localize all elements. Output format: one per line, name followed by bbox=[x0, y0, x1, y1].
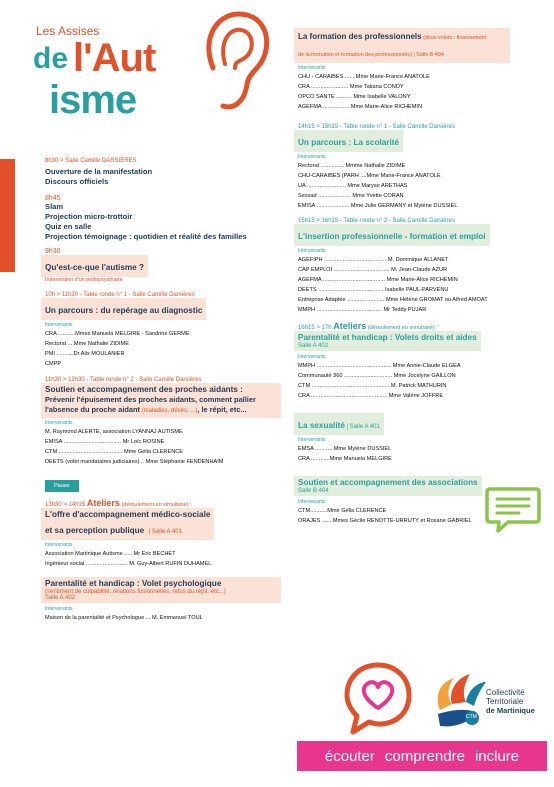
i-row: Entreprise Adaptée ........................ Mme Hélène GROMAT ou Alfred AMOAT bbox=[298, 297, 488, 303]
logo-text-2: Territoriale bbox=[486, 697, 524, 706]
logo-line-2a: de bbox=[33, 42, 69, 75]
pause-wrap bbox=[45, 474, 285, 492]
tr2-line3c: , le répit, etc... bbox=[197, 405, 247, 414]
at1-title2: et sa perception publique bbox=[45, 526, 145, 535]
slogan-word: inclure bbox=[474, 747, 520, 765]
s-row: Sessad ..................... Mme Yvette CORAN bbox=[298, 193, 404, 199]
ctm-logo-text bbox=[486, 688, 535, 715]
sa-interv: Intervenants bbox=[298, 499, 326, 505]
x-row: CRA ............Mme Manuela MELGIRE bbox=[298, 456, 392, 462]
at-time: 13h30 > 14h15 bbox=[45, 502, 86, 508]
a-row: CTM .................................................. M. Patrick MATHURIN bbox=[298, 383, 447, 389]
sa-row: CTM...........Mme Gélia CLERENCE bbox=[298, 508, 387, 514]
tr1-interv: Intervenants bbox=[45, 322, 73, 328]
opening-time: 8h30 > Salle Camille DARSIÈRES bbox=[45, 158, 137, 164]
sa-title-box bbox=[294, 476, 482, 496]
at2-sub: (sentiment de culpabilité, relations fusionnelles, refus du répit, etc...) bbox=[45, 589, 226, 595]
s-title-box bbox=[294, 130, 403, 152]
f-note2: de la formation et formation des professionnels) bbox=[298, 52, 412, 58]
logo-line-3: isme bbox=[49, 78, 137, 122]
at1-row: Ingénieur social ........................... M. Guy-Albert RUFIN DUHAMEL bbox=[45, 561, 212, 567]
chat-bubble-icon bbox=[484, 485, 542, 535]
a-header bbox=[298, 321, 548, 331]
i-row: AGEFIPH ........................................ M. Dominique ALLANET bbox=[298, 257, 449, 263]
i-title-box bbox=[294, 224, 490, 246]
opening-line1: Ouverture de la manifestation bbox=[45, 167, 153, 176]
q-title-box bbox=[41, 255, 148, 277]
at1-row: Association Martinique Autisme ..... Mr Eric BECHET bbox=[45, 551, 176, 557]
at2-title: Parentalité et handicap : Volet psychologique bbox=[45, 579, 222, 588]
tr2-line3b: (maladies, décès, ...) bbox=[140, 408, 198, 414]
f-row: AGEFMA ................. Mme Marie-Alice RICHEMIN bbox=[298, 104, 423, 110]
logo-line-1: Les Assises bbox=[36, 24, 100, 38]
i-row: CAP EMPLOI .................................... M. Jean-Claude AZUR bbox=[298, 267, 448, 273]
a-row: MMPH ................................................ Mme Annie-Claude ELGEA bbox=[298, 363, 461, 369]
s-row: UA ......................... Mme Maryse ARETHAS bbox=[298, 183, 408, 189]
a-title-box bbox=[294, 331, 481, 351]
tr2-row: CTM ......................................... Mme Gélia CLERENCE bbox=[45, 449, 184, 455]
tr2-line2: Prévenir l'épuisement des proches aidants, comment pallier bbox=[45, 395, 256, 404]
ear-icon bbox=[195, 8, 275, 118]
q-time: 9h30 bbox=[45, 248, 61, 255]
slam-line: Projection micro-trottoir bbox=[45, 212, 133, 221]
tr2-title-box bbox=[41, 383, 281, 418]
s-row: EMISA ..................... Mme Julie GERMANY et Mylène DUSSIEL bbox=[298, 203, 458, 209]
tr2-row: DEETS (volet mandataires judiciaires) .. Mme Stéphanie FENDENHAIM bbox=[45, 459, 224, 465]
f-title-line bbox=[298, 30, 506, 43]
s-title: Un parcours : La scolarité bbox=[298, 138, 400, 147]
ctm-logo-ctm: CTM bbox=[466, 714, 477, 720]
at2-interv: Intervenants bbox=[45, 606, 73, 612]
x-title-box: La sexualité | Salle A 401 bbox=[294, 413, 384, 435]
tr1-row: CMPP bbox=[45, 361, 62, 367]
at1-title-box bbox=[41, 508, 214, 540]
f-interv: Intervenants bbox=[298, 65, 326, 71]
q-sub: Intervention d'un pédopsychiatre bbox=[45, 277, 123, 283]
tr2-interv: Intervenants bbox=[45, 420, 73, 426]
slogan-band bbox=[297, 741, 547, 771]
at1-interv: Intervenants bbox=[45, 542, 73, 548]
slam-line: Slam bbox=[45, 202, 64, 211]
sa-title: Soutien et accompagnement des associations bbox=[298, 478, 478, 487]
ctm-bird-logo-icon bbox=[430, 670, 488, 732]
tr2-time: 11h30 > 12h30 - Table ronde n° 2 - Salle Camille Darsières bbox=[45, 377, 202, 383]
tr2-row: EMISA ..................................... Mr Loïc ROSINE bbox=[45, 439, 165, 445]
at2-room: Salle A 402 bbox=[45, 595, 76, 601]
i-interv: Intervenants bbox=[298, 248, 326, 254]
logo-line-2b: l'Aut bbox=[73, 36, 156, 80]
s-time: 14h15 > 15h15 - Table ronde n° 1 - Salle Camille Darsières bbox=[298, 124, 455, 130]
slam-time: 8h45 bbox=[45, 195, 61, 202]
pause-badge: Pause bbox=[45, 480, 79, 492]
tr1-row: Rectorat ....Mme Nathalie ZIDIME bbox=[45, 341, 129, 347]
i-time: 15h15 > 16h15 - Table ronde n° 2 - Salle Camille Darsières bbox=[298, 218, 455, 224]
at-word: Ateliers bbox=[86, 498, 120, 508]
opening-line2: Discours officiels bbox=[45, 177, 109, 186]
i-row: MMPH .......................................... Mr Teddy PUJAR bbox=[298, 307, 427, 313]
i-row: DEETS .......................................... Isabelle PAUL-PARVENU bbox=[298, 287, 449, 293]
slam-line: Projection témoignage : quotidien et réalité des familles bbox=[45, 232, 247, 241]
tr2-line3a: l'absence du proche aidant bbox=[45, 405, 140, 414]
tr1-time: 10h > 11h30 - Table ronde n° 1 - Salle Camille Darsières bbox=[45, 292, 195, 298]
f-title: La formation des professionnels bbox=[298, 32, 422, 41]
tr1-row: CRA ...........Mmes Manuela MELGIRE - Sandrine GERME bbox=[45, 331, 190, 337]
q-title: Qu'est-ce-que l'autisme ? bbox=[45, 263, 144, 272]
f-row: CHU - CARAIBES ...... Mme Marie-France ANATOLE bbox=[298, 74, 430, 80]
slogan-word: comprendre bbox=[384, 747, 465, 765]
x-row: EMSA ............Mme Mylène DUSSIEL bbox=[298, 446, 392, 452]
tr2-row: M. Raymond ALERTE, association LYANNAJ AUTISME bbox=[45, 429, 183, 435]
a-row: CRA ................................................. Mme Valérie JOFFRE bbox=[298, 393, 444, 399]
at-note: (déroulement en simultané) : bbox=[121, 502, 192, 508]
f-title-box bbox=[294, 28, 510, 63]
side-accent-bar bbox=[0, 159, 15, 272]
s-interv: Intervenants bbox=[298, 154, 326, 160]
at2-row: Maison de la parentalité et Psychologue ... M. Emmanuel TOUL bbox=[45, 615, 203, 621]
a-title: Parentalité et handicap : Volets droits et aides bbox=[298, 333, 477, 342]
heart-bubble-icon bbox=[343, 660, 413, 736]
at1-title1: L'offre d'accompagnement médico-sociale bbox=[45, 510, 211, 519]
f-row: CRA ........................ Mme Tatiana CONDY bbox=[298, 84, 404, 90]
a-time: 16h15 > 17h bbox=[298, 325, 332, 331]
right-column bbox=[298, 28, 548, 526]
at1-title2-line: et sa perception publique | Salle A 401 bbox=[45, 526, 182, 535]
at1-room: Salle A 401 bbox=[151, 529, 182, 535]
tr2-title: Soutien et accompagnement des proches aidants : bbox=[45, 385, 243, 394]
slam-line: Quiz en salle bbox=[45, 222, 92, 231]
logo-text-1: Collectivité bbox=[486, 688, 525, 697]
a-room: Salle A 402 bbox=[298, 343, 329, 349]
tr1-title-box bbox=[41, 298, 206, 320]
i-row: AGEFMA ........................................ Mme Marie-Alice RICHEMIN bbox=[298, 277, 458, 283]
f-note: (deux volets : financement bbox=[421, 35, 486, 41]
tr1-row: PMI ...........Dr Alix MOULANIER bbox=[45, 351, 125, 357]
i-title: L'insertion professionnelle - formation et emploi bbox=[298, 232, 486, 241]
sa-room: Salle B 404 bbox=[298, 488, 329, 494]
a-note: (déroulement en simultané) : bbox=[367, 325, 438, 331]
x-room: Salle A 401 bbox=[349, 424, 380, 430]
a-row: Communauté 360 ............................... Mme Jocelyne GAILLON bbox=[298, 373, 456, 379]
s-row: CHU-CARAIBES (PARH ....Mme Marie-France ANATOLE bbox=[298, 173, 441, 179]
a-interv: Intervenants bbox=[298, 354, 326, 360]
slogan-word: écouter bbox=[324, 747, 375, 765]
slam-list bbox=[45, 202, 285, 242]
f-row: OPCO SANTE .......... Mme Isabelle VALONY bbox=[298, 94, 411, 100]
left-column bbox=[45, 158, 285, 623]
f-note2-line: de la formation et formation des professionnels) | Salle B 404 bbox=[298, 52, 444, 58]
tr2-line3 bbox=[45, 405, 277, 416]
s-row: Rectorat ............... Mmme Nathalie ZIDIME bbox=[298, 163, 406, 169]
x-interv: Intervenants bbox=[298, 437, 326, 443]
f-room: Salle B 404 bbox=[416, 52, 444, 58]
at-header bbox=[45, 498, 285, 508]
logo-text-3: de Martinique bbox=[486, 706, 535, 715]
at2-title-box bbox=[41, 577, 281, 603]
tr1-title: Un parcours : du repérage au diagnostic bbox=[45, 306, 203, 315]
sa-row: ORAJES .......Mmes Gécile RENOTTE-URRUTY et Roxane GABRIEL bbox=[298, 518, 472, 524]
x-title: La sexualité bbox=[298, 421, 345, 430]
a-word: Ateliers bbox=[333, 321, 367, 331]
